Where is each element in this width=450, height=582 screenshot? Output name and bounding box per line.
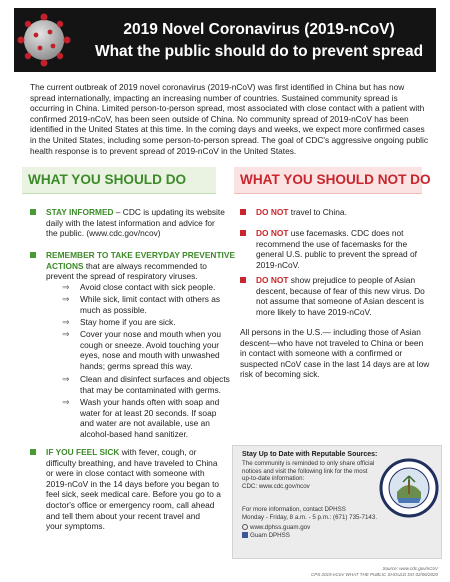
- coronavirus-icon: [14, 8, 78, 72]
- arrow-icon: ⇒: [62, 294, 70, 304]
- sub-item: Stay home if you are sick.: [80, 317, 176, 327]
- sub-item: Clean and disinfect surfaces and objects that may be contaminated with germs.: [80, 374, 230, 395]
- sub-item: Avoid close contact with sick people.: [80, 282, 216, 292]
- bullet-icon: [240, 230, 246, 236]
- bullet-icon: [30, 209, 36, 215]
- sub-item: Cover your nose and mouth when you cough or sneeze. Avoid touching your eyes, nose and mouth with unwashed hands; germs spread this way.: [80, 329, 222, 371]
- contact-text: For more information, contact DPHSS Monday - Friday, 8 a.m. - 5 p.m.: (671) 735-7143.: [242, 506, 378, 521]
- header-banner: [14, 8, 436, 72]
- bullet-icon: [240, 209, 246, 215]
- dont-heading: WHAT YOU SHOULD NOT DO: [234, 167, 422, 194]
- sources-notice-box: [232, 445, 442, 559]
- no-facemasks-item: DO NOT use facemasks. CDC does not recommend the use of facemasks for the general U.S. public to prevent the spread of 2019-nCoV.: [256, 228, 417, 270]
- sub-item: While sick, limit contact with others as much as possible.: [80, 294, 221, 315]
- sub-item: Wash your hands often with soap and water for at least 20 seconds. If soap and water are not available, use an alcohol-based hand sanitizer.: [80, 397, 220, 439]
- intro-paragraph: The current outbreak of 2019 novel coronavirus (2019-nCoV) was first identified in China but has now spread internationally, impacting an increasing number of countries. Sustained community spread is occurring in China. Limited person-to-person spread, most associated with close contact with a patient with confirmed 2019-nCoV, has been seen outside of China. No community spread of 2019-nCoV has been identified in the United States at this time. In the coming days and weeks, we expect more confirmed cases in the United States, including some person-to-person spread. The goal of CDC's aggressive ongoing public health response is to prevent spread of 2019-nCoV in the United States.: [30, 82, 428, 156]
- bullet-icon: [240, 277, 246, 283]
- notice-text: The community is reminded to only share official notices and visit the following link for the most up-to-date information: CDC: www.cdc.gov/ncov: [242, 460, 375, 490]
- globe-icon: [242, 524, 248, 530]
- bullet-icon: [30, 449, 36, 455]
- preventive-actions-item: REMEMBER TO TAKE EVERYDAY PREVENTIVE ACTIONS that are always recommended to prevent the spread of respiratory viruses.: [46, 250, 236, 282]
- dphss-website[interactable]: www.dphss.guam.gov: [242, 524, 310, 532]
- cdc-link[interactable]: CDC: www.cdc.gov/ncov: [242, 482, 310, 490]
- low-risk-paragraph: All persons in the U.S.— including those of Asian descent—who have not traveled to China or been in contact with someone with a confirmed or suspected nCoV case in the last 14 days are at low risk of becoming sick.: [240, 327, 430, 380]
- stay-informed-item: STAY INFORMED – CDC is updating its website daily with the latest information and advice for the public. (www.cdc.gov/ncov): [46, 207, 225, 239]
- bullet-icon: [30, 252, 36, 258]
- page-title: 2019 Novel Coronavirus (2019-nCoV): [123, 21, 395, 38]
- arrow-icon: ⇒: [62, 317, 70, 327]
- dphss-seal-logo: [379, 458, 439, 518]
- source-note: Source: www.cdc.gov/nCoV: [382, 566, 438, 571]
- stay-informed-label: STAY INFORMED: [46, 207, 114, 217]
- dphss-social[interactable]: Guam DPHSS: [242, 532, 290, 540]
- page-subtitle: What the public should do to prevent spread: [94, 43, 424, 60]
- arrow-icon: ⇒: [62, 282, 70, 292]
- document-id: CPS 2019-nCoV WHAT THE PUBLIC SHOULD DO 02/06/2020: [311, 572, 438, 577]
- no-travel-item: DO NOT travel to China.: [256, 207, 347, 217]
- notice-title: Stay Up to Date with Reputable Sources:: [242, 451, 378, 458]
- arrow-icon: ⇒: [62, 397, 70, 407]
- do-heading: WHAT YOU SHOULD DO: [22, 167, 216, 194]
- feel-sick-item: IF YOU FEEL SICK with fever, cough, or difficulty breathing, and have traveled to China or were in close contact with someone with 2019-nCoV in the 14 days before you began to feel sick, seek medical care. Before you go to a doctor's office or emergency room, call ahead and tell them about your recent travel and your symptoms.: [46, 447, 221, 532]
- facebook-icon: [242, 532, 248, 538]
- arrow-icon: ⇒: [62, 374, 70, 384]
- no-prejudice-item: DO NOT show prejudice to people of Asian descent, because of fear of this new virus. Do not assume that someone of Asian descent is more likely to have 2019-nCoV.: [256, 275, 425, 317]
- arrow-icon: ⇒: [62, 329, 70, 339]
